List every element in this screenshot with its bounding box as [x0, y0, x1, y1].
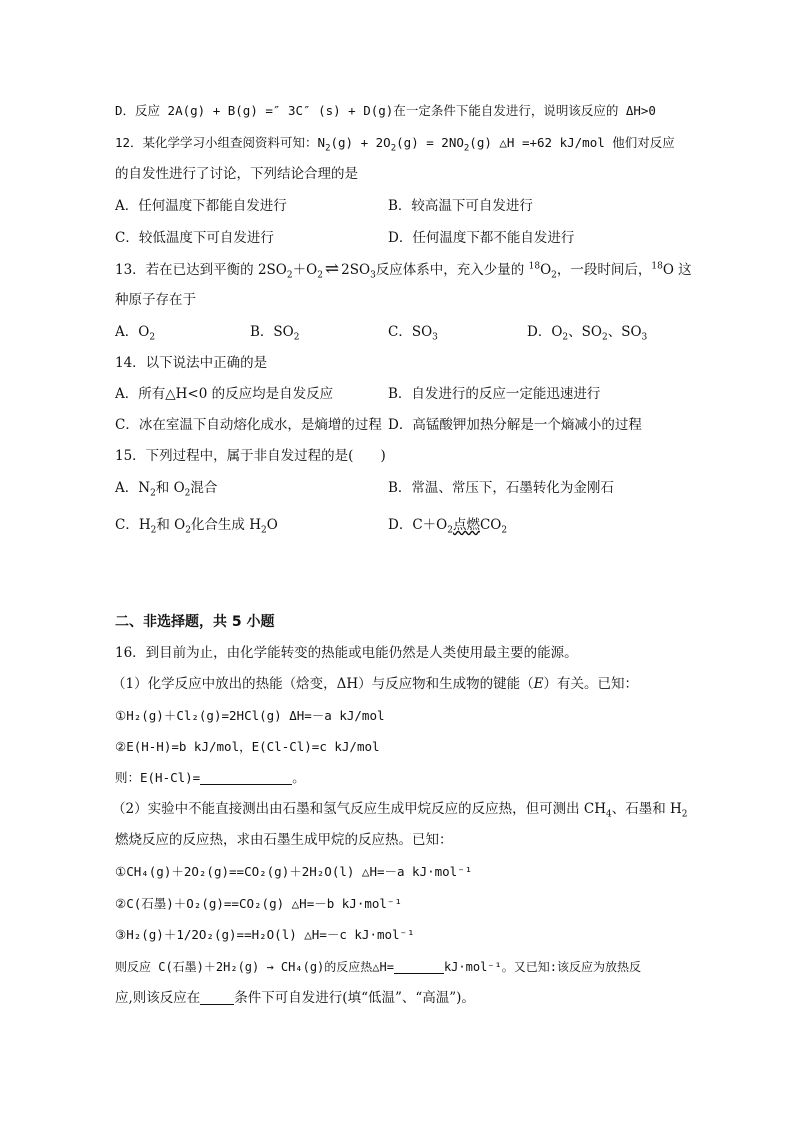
q12-stem: [115, 133, 675, 153]
subscript: 4: [605, 809, 612, 820]
subscript: 2: [261, 525, 267, 536]
q13-stem-part: O 这: [662, 262, 692, 278]
q16-part2: [112, 799, 688, 819]
q15-option-a-text: 混合: [190, 480, 218, 496]
q13-stem-part: O: [540, 262, 552, 278]
subscript: 3: [432, 332, 438, 343]
subscript: 2: [681, 809, 688, 820]
q13-stem-part: ＋O: [292, 262, 318, 278]
q16-reaction-3: ③H₂(g)＋1/2O₂(g)==H₂O(l) △H=－c kJ·mol⁻¹: [115, 927, 415, 942]
q16-answer-line-1: [115, 768, 305, 788]
q16-part1: [112, 674, 638, 694]
q12-stem-part: 12．某化学学习小组查阅资料可知：N: [115, 135, 326, 150]
subscript: 2: [601, 332, 608, 343]
q14-option-d: D．高锰酸钾加热分解是一个熵减小的过程: [388, 417, 642, 433]
q13-stem-part: 13．若在已达到平衡的 2SO: [115, 262, 287, 278]
q15-option-d-text: D．C＋O: [388, 517, 448, 533]
q16-part1-symbol: E: [533, 676, 544, 692]
answer-blank[interactable]: [394, 959, 444, 974]
subscript: 2: [185, 525, 191, 536]
q12-stem-part: (g) + 2O: [330, 135, 391, 150]
subscript: 2: [184, 488, 191, 499]
superscript: 18: [528, 261, 541, 272]
q12-option-a: A．任何温度下都能自发进行: [115, 198, 287, 214]
q14-option-a: A．所有△H<0 的反应均是自发反应: [115, 386, 334, 402]
q12-stem-part: (g) △H =+62 kJ/mol 他们对反应: [469, 135, 675, 150]
subscript: 3: [641, 332, 648, 343]
subscript: 2: [447, 525, 453, 536]
q15-option-a: [115, 478, 217, 498]
q16-ask-text: 条件下可自发进行(填“低温”、“高温”)。: [234, 990, 475, 1006]
q16-ask-text: 应,则该反应在: [115, 990, 201, 1006]
q15-option-c-text: C．H: [115, 517, 151, 533]
q13-option-b-text: B．SO: [250, 324, 294, 340]
q15-option-b: B．常温、常压下，石墨转化为金刚石: [388, 480, 614, 496]
subscript: 3: [370, 270, 376, 281]
q13-option-c-text: C．SO: [388, 324, 433, 340]
q16-reaction-2: ②C(石墨)＋O₂(g)==CO₂(g) △H=－b kJ·mol⁻¹: [115, 896, 402, 911]
q13-stem: [115, 259, 692, 280]
q15-option-d-text: CO: [479, 517, 502, 533]
q13-stem-part: ，一段时间后，: [556, 262, 652, 278]
q16-equation-1: ①H₂(g)＋Cl₂(g)=2HCl(g) ΔH=－a kJ/mol: [115, 708, 385, 723]
q16-ask-line2: [115, 988, 475, 1008]
q15-option-c-text: 和 O: [156, 517, 186, 533]
q15-option-a-text: 和 O: [155, 480, 185, 496]
q13-option-c: [388, 322, 438, 342]
q16-answer-text: 。: [292, 770, 305, 785]
q15-option-c-text: O: [266, 517, 278, 533]
reaction-condition: 点燃: [452, 517, 480, 533]
q12-stem-part: (g) = 2NO: [396, 135, 464, 150]
subscript: 2: [551, 270, 557, 281]
subscript: 2: [501, 525, 508, 536]
q13-option-d: [527, 322, 647, 342]
q15-stem: 15．下列过程中，属于非自发过程的是( ): [115, 448, 386, 464]
q11-option-d: D．反应 2A(g) + B(g) =″ 3C″ (s) + D(g)在一定条件下能自发进行，说明该反应的 ΔH>0: [115, 103, 656, 118]
subscript: 2: [317, 270, 323, 281]
q13-option-d-text: 、SO: [568, 324, 602, 340]
subscript: 2: [150, 488, 156, 499]
subscript: 2: [562, 332, 569, 343]
section-heading: 二、非选择题，共 5 小题: [115, 614, 275, 630]
q15-option-c: [115, 515, 278, 535]
answer-blank[interactable]: [200, 770, 292, 785]
q14-option-b: B．自发进行的反应一定能迅速进行: [388, 386, 601, 402]
q16-part1-text: （1）化学反应中放出的热能（焓变，ΔH）与反应物和生成物的键能（: [112, 676, 534, 692]
superscript: 18: [651, 261, 663, 272]
q13-stem-part: 2SO: [341, 262, 371, 278]
q14-stem: 14．以下说法中正确的是: [115, 355, 268, 371]
answer-blank[interactable]: [200, 990, 234, 1005]
q16-ask: [115, 957, 641, 977]
q12-option-b: B．较高温下可自发进行: [388, 198, 533, 214]
q15-option-c-text: 化合生成 H: [190, 517, 262, 533]
q13-option-d-text: D．O: [527, 324, 563, 340]
q16-reaction-1: ①CH₄(g)＋2O₂(g)==CO₂(g)＋2H₂O(l) △H=－a kJ·mol⁻¹: [115, 864, 473, 879]
q13-option-a-text: A．O: [115, 324, 150, 340]
q13-option-a: [115, 322, 155, 342]
q16-part1-text: ）有关。已知：: [543, 676, 638, 692]
equilibrium-arrow-icon: ⇌: [324, 259, 340, 279]
q15-option-a-text: A．N: [115, 480, 151, 496]
q16-answer-text: 则：E(H-Cl)=: [115, 770, 201, 785]
q16-ask-text: 则反应 C(石墨)＋2H₂(g) → CH₄(g)的反应热△H=: [115, 960, 394, 974]
q16-stem: 16．到目前为止，由化学能转变的热能或电能仍然是人类使用最主要的能源。: [115, 645, 578, 661]
subscript: 2: [286, 270, 293, 281]
q12-option-d: D．任何温度下都不能自发进行: [388, 230, 575, 246]
q12-option-c: C．较低温度下可自发进行: [115, 230, 274, 246]
q16-part2-line2: 燃烧反应的反应热，求由石墨生成甲烷的反应热。已知：: [115, 832, 453, 848]
q15-option-d: [388, 515, 507, 535]
subscript: 2: [293, 332, 300, 343]
subscript: 2: [325, 143, 331, 154]
q16-ask-text: kJ·mol⁻¹。又已知:该反应为放热反: [443, 960, 641, 974]
q16-part2-text: （2）实验中不能直接测出由石墨和氢气反应生成甲烷反应的反应热，但可测出 CH: [112, 801, 606, 817]
subscript: 2: [390, 143, 397, 154]
q13-stem-part: 反应体系中，充入少量的: [375, 262, 529, 278]
q14-option-c: C．冰在室温下自动熔化成水，是熵增的过程: [115, 417, 382, 433]
subscript: 2: [463, 143, 470, 154]
q16-equation-2: ②E(H-H)=b kJ/mol，E(Cl-Cl)=c kJ/mol: [115, 739, 380, 754]
q13-option-b: [250, 322, 299, 342]
q12-stem-line2: 的自发性进行了讨论，下列结论合理的是: [115, 166, 358, 182]
q13-stem-line2: 种原子存在于: [115, 292, 196, 308]
q13-option-d-text: 、SO: [607, 324, 642, 340]
subscript: 2: [149, 332, 156, 343]
subscript: 2: [150, 525, 157, 536]
q16-part2-text: 、石墨和 H: [611, 801, 682, 817]
